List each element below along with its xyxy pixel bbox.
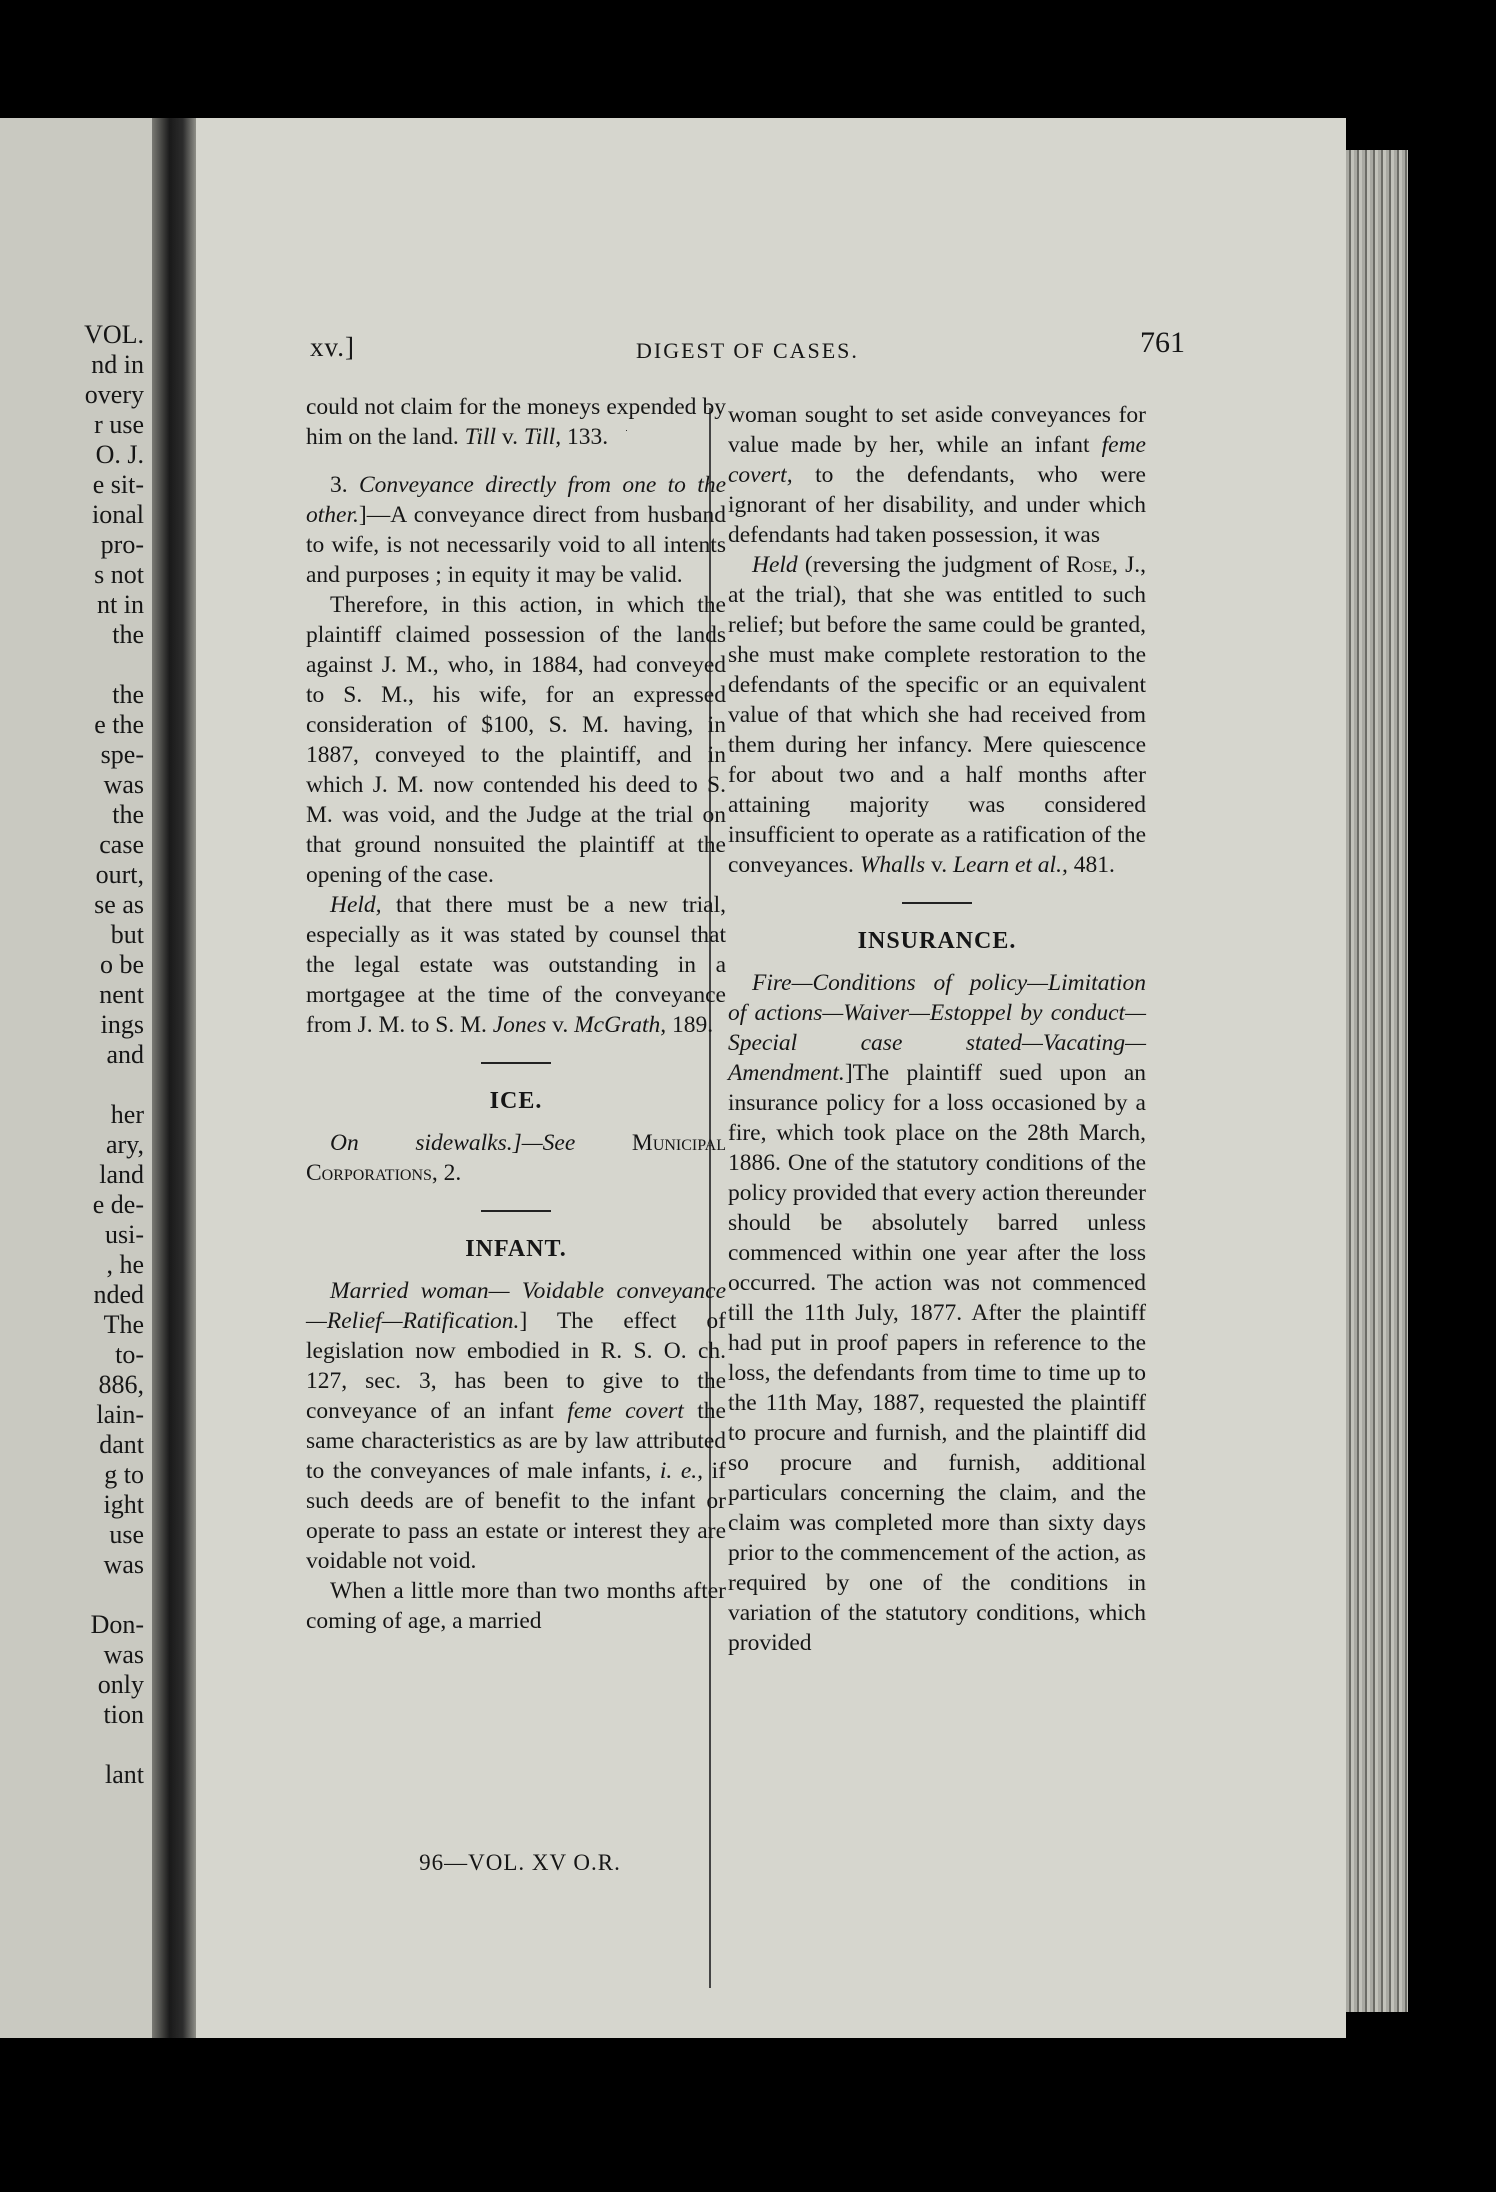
facing-page-text-fragment: pro- — [100, 530, 144, 559]
page-edges — [1346, 150, 1408, 2012]
facing-page-text-fragment: 886, — [98, 1370, 144, 1399]
facing-page-text-fragment: r use — [94, 410, 144, 439]
facing-page-text-fragment: spe- — [100, 740, 144, 769]
facing-page-text-fragment: O. J. — [95, 440, 144, 469]
facing-page-text-fragment: Don- — [90, 1610, 144, 1639]
facing-page-text-fragment: to- — [115, 1340, 144, 1369]
facing-page-text-fragment: s not — [94, 560, 144, 589]
facing-page-text-fragment: ight — [103, 1490, 144, 1519]
facing-page-text-fragment: usi- — [105, 1220, 144, 1249]
facing-page-text-fragment: e the — [94, 710, 144, 739]
facing-page-text-fragment: o be — [99, 950, 144, 979]
paragraph: Held, that there must be a new trial, especially as it was stated by counsel that the legal estate was outstanding in a mortgagee at the time of the conveyance from J. M. to S. M. Jones v. McGrath, 189. — [306, 892, 726, 1038]
paragraph: On sidewalks.]—See Municipal Corporations, 2. — [306, 1130, 727, 1186]
facing-page-text-fragment: ourt, — [95, 860, 144, 889]
facing-page-text-fragment: overy — [84, 380, 144, 409]
book-gutter — [152, 118, 196, 2038]
facing-page-text-fragment: nd in — [91, 350, 144, 379]
section-heading-infant: INFANT. — [465, 1236, 567, 1262]
facing-page-text-fragment: nt in — [97, 590, 144, 619]
facing-page-text-fragment: e sit- — [92, 470, 144, 499]
facing-page-text-fragment: tion — [103, 1700, 144, 1729]
paragraph: 3. Conveyance directly from one to the other.]—A conveyance direct from husband to wife, is not necessarily void to all intents and purposes ; in equity it may be valid. — [306, 472, 727, 588]
facing-page-text-fragment: her — [110, 1100, 144, 1129]
pencil-mark — [626, 430, 627, 431]
volume-label: xv.] — [310, 332, 355, 362]
paragraph: Married woman— Voidable conveyance—Relief—Ratification.] The effect of legislation now embodied in R. S. O. ch. 127, sec. 3, has been to give to the conveyance of an infant feme covert the same characteristics as are by law attributed to the conveyances of male infants, i. e., if such deeds are of benefit to the infant or operate to pass an estate or interest they are voidable not void. — [306, 1278, 726, 1574]
facing-page-text-fragment: ary, — [105, 1130, 144, 1159]
facing-page-text-fragment: g to — [104, 1460, 144, 1489]
facing-page-text-fragment: ional — [92, 500, 144, 529]
facing-page-text-fragment: only — [97, 1670, 144, 1699]
facing-page-text-fragment: the — [112, 680, 144, 709]
facing-page-text-fragment: , he — [106, 1250, 144, 1279]
facing-page-text-fragment: was — [103, 1640, 144, 1669]
section-rule — [902, 902, 972, 904]
signature-mark: 96—VOL. XV O.R. — [419, 1850, 621, 1875]
facing-page-text-fragment: case — [99, 830, 144, 859]
paragraph: When a little more than two months after coming of age, a married — [306, 1578, 726, 1634]
facing-page-text-fragment: ings — [100, 1010, 144, 1039]
running-header — [196, 326, 1346, 380]
facing-page-text-fragment: nent — [99, 980, 144, 1009]
book-page — [196, 118, 1346, 2038]
paragraph: could not claim for the moneys expended by him on the land. Till v. Till, 133. — [306, 394, 726, 450]
section-rule — [481, 1062, 551, 1064]
section-rule — [481, 1210, 551, 1212]
facing-page-text-fragment: e de- — [92, 1190, 144, 1219]
facing-page-text-fragment: was — [103, 770, 144, 799]
facing-page-text-fragment: The — [103, 1310, 144, 1339]
page-number: 761 — [1140, 326, 1185, 359]
facing-page-text-fragment: nded — [93, 1280, 144, 1309]
facing-page-text-fragment: but — [110, 920, 144, 949]
facing-page-text-fragment: was — [103, 1550, 144, 1579]
facing-page-text-fragment: VOL. — [84, 320, 144, 349]
section-heading-insurance: INSURANCE. — [857, 928, 1017, 954]
facing-page-text-fragment: the — [112, 620, 144, 649]
facing-page-text-fragment: and — [106, 1040, 144, 1069]
facing-page-text-fragment: lain- — [96, 1400, 144, 1429]
right-column — [728, 400, 1146, 1658]
facing-page-text-fragment: se as — [94, 890, 144, 919]
section-heading-ice: ICE. — [489, 1088, 543, 1114]
facing-page-text-fragment: lant — [105, 1760, 144, 1789]
paragraph: Fire—Conditions of policy—Limitation of actions—Waiver—Estoppel by conduct—Special case stated—Vacating—Amendment.]The plaintiff sued upon an insurance policy for a loss occasioned by a fire, which took place on the 28th March, 1886. One of the statutory conditions of the policy provided that every action thereunder should be absolutely barred unless commenced within one year after the loss occurred. The action was not commenced till the 11th July, 1877. After the plaintiff had put in proof papers in reference to the loss, the defendants from time to time up to the 11th May, 1887, requested the plaintiff to procure and furnish, and the plaintiff did so procure and furnish, additional particulars concerning the claim, and the claim was completed more than sixty days prior to the commencement of the action, as required by one of the conditions in variation of the statutory conditions, which provided — [728, 970, 1146, 1656]
paragraph: Therefore, in this action, in which the plaintiff claimed possession of the lands against J. M., who, in 1884, had conveyed to S. M., his wife, for an expressed consideration of $100, S. M. having, in 1887, conveyed to the plaintiff, and in which J. M. now contended his deed to S. M. was void, and the Judge at the trial on that ground nonsuited the plaintiff at the opening of the case. — [306, 592, 726, 888]
left-column — [306, 392, 726, 1636]
paragraph: Held (reversing the judgment of Rose, J., at the trial), that she was entitled to such relief; but before the same could be granted, she must make complete restoration to the defendants of the specific or an equivalent value of that which she had received from them during her infancy. Mere quiescence for about two and a half months after attaining majority was considered insufficient to operate as a ratification of the conveyances. Whalls v. Learn et al., 481. — [728, 552, 1146, 878]
running-title: DIGEST OF CASES. — [636, 338, 859, 363]
paragraph: woman sought to set aside conveyances for value made by her, while an infant feme covert, to the defendants, who were ignorant of her disability, and under which defendants had taken possession, it was — [728, 402, 1146, 548]
facing-page-text-fragment: land — [99, 1160, 144, 1189]
facing-page-fragment — [0, 118, 152, 2038]
facing-page-text-fragment: the — [112, 800, 144, 829]
facing-page-text-fragment: use — [109, 1520, 144, 1549]
facing-page-text-fragment: dant — [99, 1430, 144, 1459]
